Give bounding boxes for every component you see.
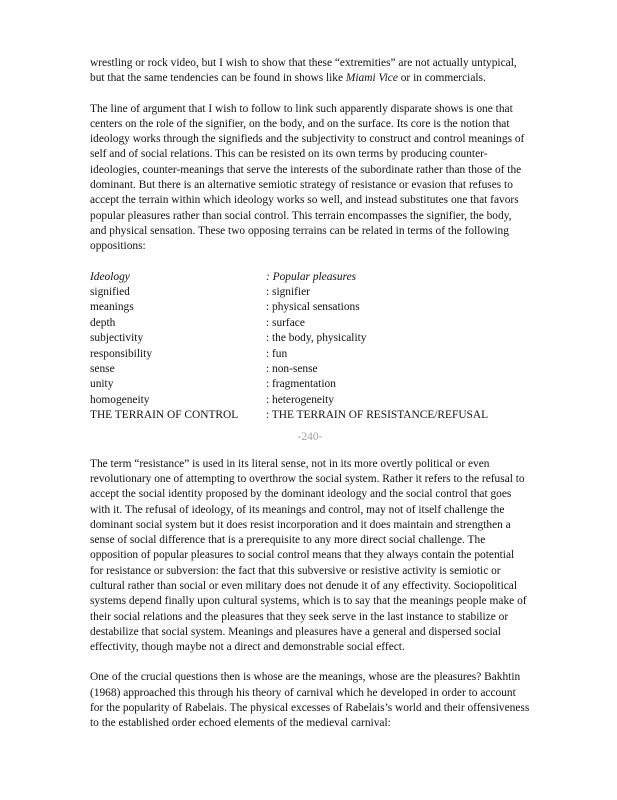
opposition-row: [90, 362, 488, 377]
opposition-right: : fun: [266, 347, 288, 360]
opposition-right: : heterogeneity: [266, 393, 334, 406]
opposition-row: [90, 285, 488, 300]
paragraph-carnival: One of the crucial questions then is whose are the meanings, whose are the pleasures? Bakhtin (1968) approached this through his theory of carnival which he developed in order to account for the popularity of Rabelais. The physical excesses of Rabelais’s world and their offensiveness to the established order echoed elements of the medieval carnival:: [90, 671, 530, 730]
opposition-right: : physical sensations: [266, 301, 360, 314]
paragraph-intro: [90, 56, 530, 87]
opposition-left: depth: [90, 316, 116, 329]
document-page: [90, 56, 530, 732]
oppositions-header-row: [90, 270, 488, 285]
opposition-row: [90, 393, 488, 408]
oppositions-header-left: Ideology: [90, 270, 130, 283]
opposition-right: : THE TERRAIN OF RESISTANCE/REFUSAL: [266, 409, 489, 422]
opposition-row: [90, 377, 488, 392]
opposition-row-terrain: [90, 408, 488, 423]
opposition-row: [90, 347, 488, 362]
opposition-left: subjectivity: [90, 332, 144, 345]
opposition-left: THE TERRAIN OF CONTROL: [90, 409, 239, 422]
opposition-row: [90, 331, 488, 346]
opposition-right: : non-sense: [266, 363, 318, 375]
opposition-right: : surface: [266, 316, 305, 329]
opposition-right: : fragmentation: [266, 378, 336, 391]
paragraph-intro-text: wrestling or rock video, but I wish to show that these “extremities” are not actually untypical, but that the same tendencies can be found in shows like: [90, 57, 517, 85]
paragraph-argument: The line of argument that I wish to follow to link such apparently disparate shows is one that centers on the role of the signifier, on the body, and on the surface. Its core is the notion that ideology works through the signifieds and the subjectivity to construct and control meanings of self and of social relations. This can be resisted on its own terms by producing counter-ideologies, counter-meanings that serve the interests of the subordinate rather than those of the dominant. But there is an alternative semiotic strategy of resistance or evasion that refuses to accept the terrain within which ideology works so well, and instead substitutes one that favors popular pleasures rather than social control. This terrain encompasses the signifier, the body, and physical sensation. These two opposing terrains can be related in terms of the following oppositions:: [90, 102, 525, 253]
oppositions-table: [90, 270, 488, 424]
opposition-left: homogeneity: [90, 393, 150, 406]
opposition-left: signified: [90, 285, 130, 298]
opposition-right: : signifier: [266, 285, 310, 298]
opposition-left: unity: [90, 378, 114, 391]
opposition-row: [90, 300, 488, 315]
show-title-emphasis: Miami Vice: [345, 72, 398, 85]
paragraph-resistance: The term “resistance” is used in its literal sense, not in its more overtly political or even revolutionary one of attempting to overthrow the social system. Rather it refers to the refusal to accept the social identity proposed by the dominant ideology and the social control that goes with it. The refusal of ideology, of its meanings and control, may not of itself challenge the dominant social system but it does resist incorporation and it does maintain and strengthen a sense of social difference that is a prerequisite to any more direct social challenge. The opposition of popular pleasures to social control means that they always contain the potential for resistance or subversion: the fact that this subversive or resistive activity is semiotic or cultural rather than social or even military does not denude it of any effectivity. Sociopolitical systems depend finally upon cultural systems, which is to say that the meanings people make of their social relations and the pleasures that they seek serve in the last instance to stabilize or destabilize that social system. Meanings and pleasures have a general and dispersed social effectivity, though maybe not a direct and demonstrable social effect.: [90, 457, 527, 654]
opposition-left: meanings: [90, 301, 134, 314]
page-number: -240-: [297, 430, 323, 443]
opposition-left: responsibility: [90, 347, 153, 360]
paragraph-intro-text-end: or in commercials.: [397, 72, 486, 85]
opposition-right: : the body, physicality: [266, 332, 367, 345]
oppositions-header-right: : Popular pleasures: [266, 270, 357, 283]
opposition-left: sense: [90, 363, 115, 375]
opposition-row: [90, 316, 488, 331]
